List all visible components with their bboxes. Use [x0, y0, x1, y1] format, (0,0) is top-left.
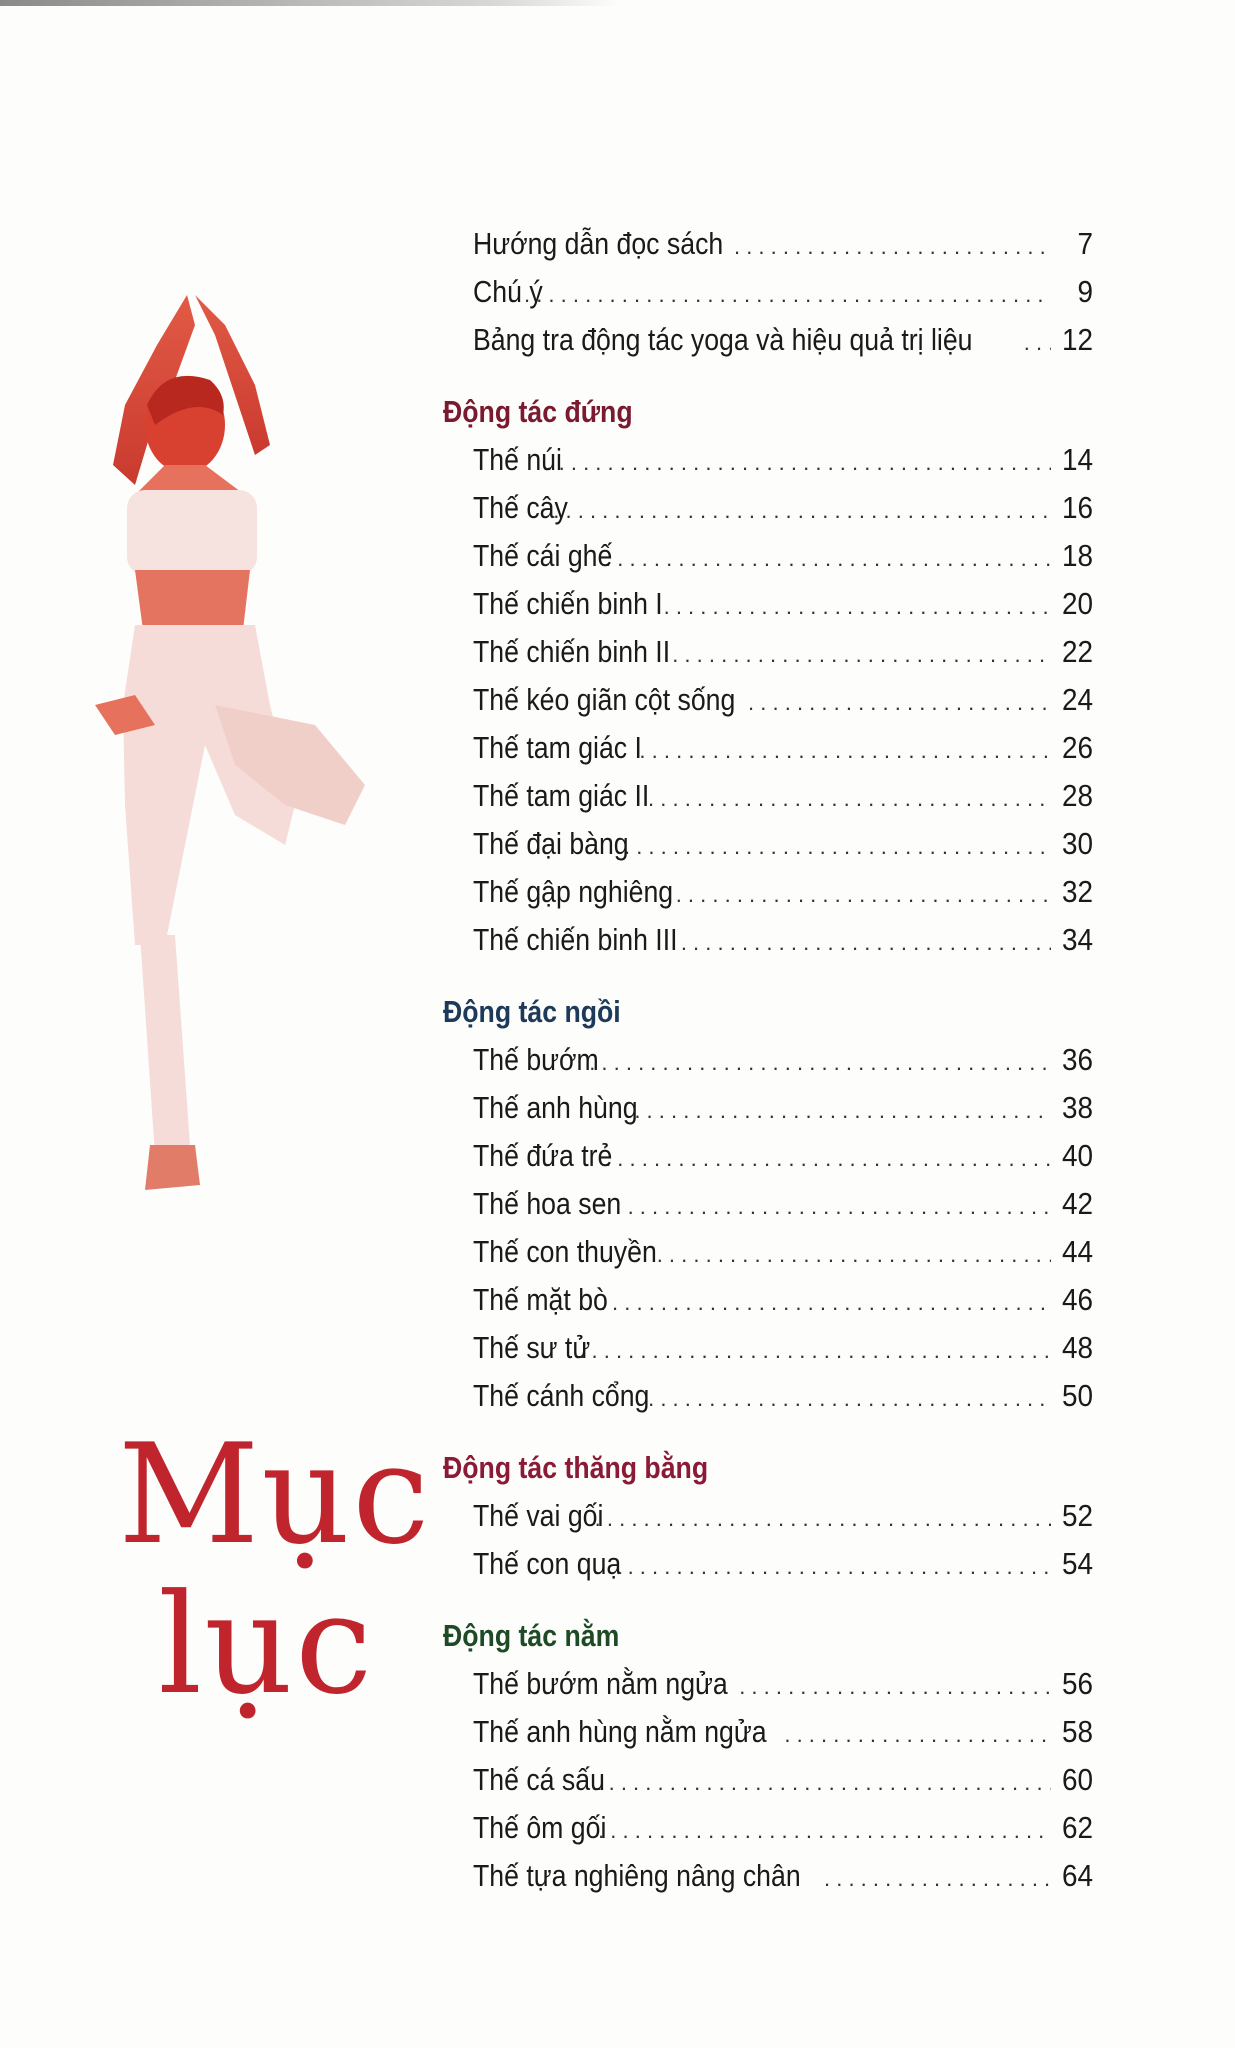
toc-entry-page: 20 — [1061, 586, 1093, 621]
toc-entry-page: 64 — [1061, 1858, 1093, 1893]
toc-entry-label: Thế bướm nằm ngửa — [473, 1666, 728, 1701]
toc-entry-label: Thế tam giác II — [473, 778, 650, 813]
toc-entry[interactable] — [443, 772, 1093, 820]
toc-entry[interactable] — [443, 1084, 1093, 1132]
toc-entry-page: 16 — [1061, 490, 1093, 525]
toc-intro — [443, 220, 1093, 364]
toc-dot-leader — [784, 1711, 1051, 1759]
toc-entry[interactable] — [443, 1540, 1093, 1588]
toc-entry-label: Thế cánh cổng — [473, 1378, 650, 1413]
toc-entry-label: Thế chiến binh I — [473, 586, 663, 621]
toc-entry[interactable] — [443, 1852, 1093, 1900]
toc-entry[interactable] — [443, 1324, 1093, 1372]
toc-entry[interactable] — [443, 1492, 1093, 1540]
toc-entry[interactable] — [443, 484, 1093, 532]
toc-entry[interactable] — [443, 724, 1093, 772]
toc-entry-page: 18 — [1061, 538, 1093, 573]
toc-section-lying — [443, 1612, 1093, 1900]
toc-entry-label: Thế hoa sen — [473, 1186, 622, 1221]
toc-entry[interactable] — [443, 1660, 1093, 1708]
toc-entry[interactable] — [443, 1036, 1093, 1084]
toc-dot-leader — [605, 535, 1051, 583]
toc-dot-leader — [676, 871, 1051, 919]
toc-entry-label: Thế mặt bò — [473, 1282, 608, 1317]
toc-entry-label: Thế chiến binh III — [473, 922, 678, 957]
toc-entry-page: 56 — [1061, 1666, 1093, 1701]
toc-entry[interactable] — [443, 1180, 1093, 1228]
toc-entry[interactable] — [443, 820, 1093, 868]
toc-entry[interactable] — [443, 580, 1093, 628]
toc-entry-page: 22 — [1061, 634, 1093, 669]
toc-dot-leader — [824, 1855, 1051, 1903]
toc-entry-label: Thế tựa nghiêng nâng chân — [473, 1858, 801, 1893]
toc-entry-page: 30 — [1061, 826, 1093, 861]
toc-entry-label: Thế bướm — [473, 1042, 599, 1077]
toc-entry[interactable] — [443, 1276, 1093, 1324]
yoga-tree-pose-icon — [95, 285, 385, 1275]
section-heading: Động tác thăng bằng — [443, 1450, 709, 1485]
toc-entry-label: Thế núi — [473, 442, 562, 477]
toc-entry[interactable] — [443, 1756, 1093, 1804]
toc-entry-page: 28 — [1061, 778, 1093, 813]
toc-entry[interactable] — [443, 436, 1093, 484]
toc-dot-leader — [598, 1807, 1051, 1855]
toc-dot-leader — [748, 679, 1051, 727]
toc-dot-leader — [579, 1327, 1051, 1375]
toc-entry-page: 14 — [1061, 442, 1093, 477]
toc-dot-leader — [615, 1543, 1051, 1591]
toc-dot-leader — [605, 1135, 1051, 1183]
toc-entry-label: Thế cá sấu — [473, 1762, 605, 1797]
toc-dot-leader — [553, 487, 1051, 535]
toc-entry[interactable] — [443, 1372, 1093, 1420]
toc-dot-leader — [639, 727, 1051, 775]
toc-entry-page: 44 — [1061, 1234, 1093, 1269]
toc-entry[interactable] — [443, 1228, 1093, 1276]
toc-dot-leader — [596, 1759, 1051, 1807]
toc-entry-label: Chú ý — [473, 274, 543, 309]
toc-entry-label: Thế kéo giãn cột sống — [473, 682, 736, 717]
toc-entry[interactable] — [443, 676, 1093, 724]
toc-dot-leader — [648, 1375, 1051, 1423]
toc-dot-leader — [595, 1495, 1051, 1543]
section-heading: Động tác ngồi — [443, 994, 621, 1029]
toc-section-balance — [443, 1444, 1093, 1588]
toc-entry-page: 34 — [1061, 922, 1093, 957]
toc-dot-leader — [600, 1279, 1051, 1327]
toc-dot-leader — [648, 775, 1051, 823]
toc-entry-page: 58 — [1061, 1714, 1093, 1749]
toc-entry-label: Thế ôm gối — [473, 1810, 607, 1845]
toc-entry[interactable] — [443, 1132, 1093, 1180]
toc-entry-page: 24 — [1061, 682, 1093, 717]
toc-entry-page: 32 — [1061, 874, 1093, 909]
toc-entry-page: 40 — [1061, 1138, 1093, 1173]
toc-entry-label: Thế anh hùng — [473, 1090, 638, 1125]
toc-dot-leader — [657, 1231, 1051, 1279]
toc-entry-label: Thế con quạ — [473, 1546, 622, 1581]
toc-entry-label: Thế con thuyền — [473, 1234, 657, 1269]
toc-entry-page: 42 — [1061, 1186, 1093, 1221]
section-heading: Động tác nằm — [443, 1618, 620, 1653]
toc-entry[interactable] — [443, 868, 1093, 916]
toc-dot-leader — [681, 919, 1051, 967]
table-of-contents — [443, 220, 1093, 1900]
toc-entry-page: 26 — [1061, 730, 1093, 765]
toc-entry-label: Thế chiến binh II — [473, 634, 671, 669]
scan-edge — [0, 0, 620, 6]
toc-dot-leader — [524, 271, 1051, 319]
toc-entry-page: 38 — [1061, 1090, 1093, 1125]
toc-dot-leader — [739, 1663, 1051, 1711]
toc-dot-leader — [1024, 319, 1051, 367]
yoga-figure-illustration — [95, 285, 385, 1275]
toc-entry-page: 54 — [1061, 1546, 1093, 1581]
toc-entry-label: Hướng dẫn đọc sách — [473, 226, 724, 261]
toc-entry-label: Thế gập nghiêng — [473, 874, 674, 909]
toc-dot-leader — [734, 223, 1051, 271]
toc-section-sitting — [443, 988, 1093, 1420]
toc-entry-label: Thế anh hùng nằm ngửa — [473, 1714, 767, 1749]
toc-section-standing — [443, 388, 1093, 964]
toc-entry-page: 50 — [1061, 1378, 1093, 1413]
toc-entry-page: 7 — [1077, 226, 1093, 261]
toc-entry[interactable] — [443, 532, 1093, 580]
toc-entry-page: 52 — [1061, 1498, 1093, 1533]
toc-entry-page: 36 — [1061, 1042, 1093, 1077]
title-line-1: Mục — [118, 1414, 432, 1575]
toc-entry-label: Bảng tra động tác yoga và hiệu quả trị liệu — [473, 322, 973, 357]
toc-entry[interactable] — [443, 316, 1093, 364]
toc-entry-page: 62 — [1061, 1810, 1093, 1845]
toc-dot-leader — [634, 1087, 1051, 1135]
toc-dot-leader — [624, 823, 1051, 871]
toc-entry[interactable] — [443, 628, 1093, 676]
toc-dot-leader — [664, 583, 1051, 631]
toc-entry-label: Thế cái ghế — [473, 538, 613, 573]
toc-entry-page: 9 — [1077, 274, 1093, 309]
toc-dot-leader — [589, 1039, 1051, 1087]
toc-entry[interactable] — [443, 916, 1093, 964]
toc-entry[interactable] — [443, 268, 1093, 316]
toc-entry-label: Thế sư tử — [473, 1330, 591, 1365]
title-line-2: lục — [158, 1564, 375, 1725]
toc-dot-leader — [615, 1183, 1051, 1231]
toc-entry-page: 12 — [1061, 322, 1093, 357]
toc-entry-label: Thế vai gối — [473, 1498, 604, 1533]
toc-entry-label: Thế cây — [473, 490, 568, 525]
toc-entry-label: Thế đại bàng — [473, 826, 629, 861]
toc-entry-page: 60 — [1061, 1762, 1093, 1797]
toc-entry-label: Thế đứa trẻ — [473, 1138, 613, 1173]
toc-entry-page: 46 — [1061, 1282, 1093, 1317]
toc-dot-leader — [546, 439, 1051, 487]
toc-entry-label: Thế tam giác I — [473, 730, 642, 765]
toc-entry[interactable] — [443, 220, 1093, 268]
page-title — [118, 1414, 432, 1725]
toc-dot-leader — [672, 631, 1051, 679]
toc-entry-page: 48 — [1061, 1330, 1093, 1365]
toc-entry[interactable] — [443, 1804, 1093, 1852]
toc-entry[interactable] — [443, 1708, 1093, 1756]
section-heading: Động tác đứng — [443, 394, 633, 429]
